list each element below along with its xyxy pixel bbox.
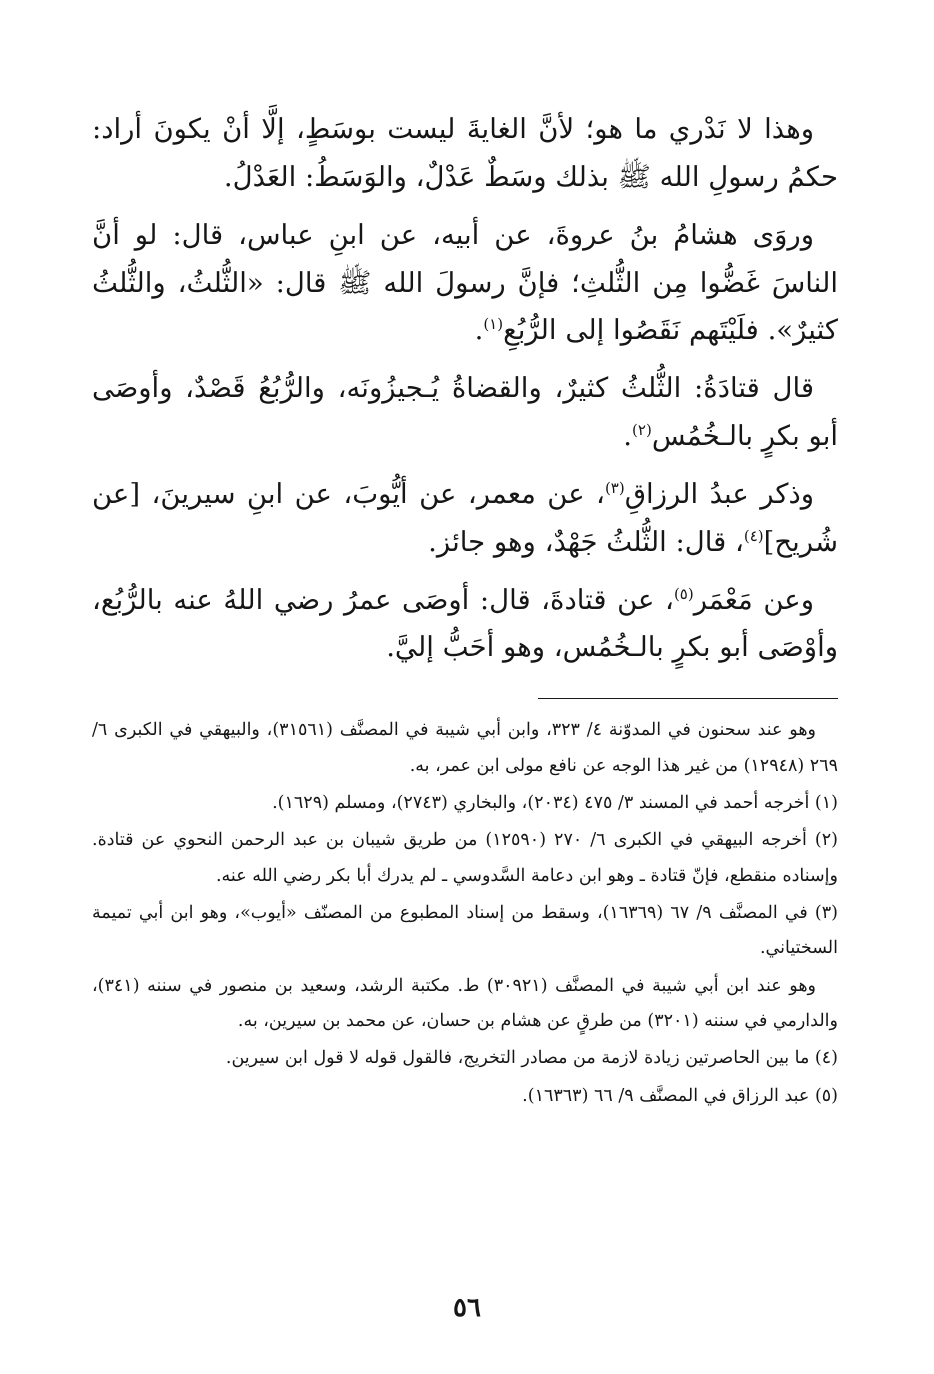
footnote-3-continuation: وهو عند ابن أبي شيبة في المصنَّف (٣٠٩٢١) ط. مكتبة الرشد، وسعيد بن منصور في سننه (٣٤١)، والدارمي في سننه (٣٢٠١) من طرقٍ عن هشام بن حسان، عن محمد بن سيرين، به. — [92, 975, 838, 1032]
main-text — [92, 106, 838, 672]
paragraph-text: وروَى هشامُ بنُ عروةَ، عن أبيه، عن ابنِ عباس، قال: لو أنَّ الناسَ غَضُّوا مِن الثُّلثِ؛ فإنَّ رسولَ الله ﷺ قال: «الثُّلثُ، والثُّلثُ كثيرٌ». فلَيْتَهم نَقَصُوا إلى الرُّبُعِ — [92, 218, 838, 347]
paragraph-tail: ، قال: الثُّلثُ جَهْدٌ، وهو جائز. — [428, 525, 744, 558]
paragraph-4 — [92, 471, 838, 567]
paragraph-tail: ، عن قتادةَ، قال: أوصَى عمرُ رضي اللهُ عنه بالرُّبُع، وأوْصَى أبو بكرٍ بالـخُمُس، وهو أحَبُّ إليَّ. — [92, 583, 838, 664]
page-content — [92, 106, 838, 1116]
footnote-3: (٣) في المصنَّف ٩/ ٦٧ (١٦٣٦٩)، وسقط من إسناد المطبوع من المصنّف «أيوب»، وهو ابن أبي تميمة السختياني. — [92, 903, 838, 959]
paragraph-3 — [92, 365, 838, 461]
footnote-1: (١) أخرجه أحمد في المسند ٣/ ٤٧٥ (٢٠٣٤)، والبخاري (٢٧٤٣)، ومسلم (١٦٢٩). — [272, 792, 838, 813]
footnote-4: (٤) ما بين الحاصرتين زيادة لازمة من مصادر التخريج، فالقول قوله لا قول ابن سيرين. — [225, 1048, 838, 1069]
paragraph-tail: . — [474, 314, 484, 347]
paragraph-text: وذكر عبدُ الرزاقِ — [624, 477, 814, 510]
footnote-ref-5[interactable]: (٥) — [673, 584, 694, 603]
footnote-divider — [538, 698, 838, 699]
paragraph-5 — [92, 577, 838, 673]
footnote-5: (٥) عبد الرزاق في المصنَّف ٩/ ٦٦ (١٦٣٦٣). — [522, 1085, 838, 1106]
footnote-ref-4[interactable]: (٤) — [743, 526, 764, 545]
paragraph-tail: . — [623, 420, 633, 453]
paragraph-2 — [92, 212, 838, 356]
footnote-ref-3[interactable]: (٣) — [604, 478, 625, 497]
paragraph-text: وهذا لا نَدْري ما هو؛ لأنَّ الغايةَ ليست بوسَطٍ، إلَّا أنْ يكونَ أراد: حكمُ رسولِ الله ﷺ بذلك وسَطٌ عَدْلٌ، والوَسَطُ: العَدْلُ. — [92, 113, 838, 193]
footnote-ref-2[interactable]: (٢) — [632, 420, 652, 439]
footnote-continuation: وهو عند سحنون في المدوّنة ٤/ ٣٢٣، وابن أبي شيبة في المصنَّف (٣١٥٦١)، والبيهقي في الكبرى ٦/ ٢٦٩ (١٢٩٤٨) من غير هذا الوجه عن نافع مولى ابن عمر، به. — [92, 720, 838, 776]
footnote-2: (٢) أخرجه البيهقي في الكبرى ٦/ ٢٧٠ (١٢٥٩٠) من طريق شيبان بن عبد الرحمن النحوي عن قتادة. وإسناده منقطع، فإنّ قتادة ـ وهو ابن دعامة السَّدوسي ـ لم يدرك أبا بكر رضي الله عنه. — [92, 830, 838, 886]
paragraph-text: وعن مَعْمَر — [693, 583, 814, 616]
footnotes — [92, 713, 838, 1114]
page-number: ٥٦ — [453, 1293, 481, 1323]
paragraph-text: ، عن معمر، عن أيُّوبَ، عن ابنِ سيرينَ، [عن شُريح] — [92, 477, 838, 558]
footnote-ref-1[interactable]: (١) — [483, 315, 504, 334]
paragraph-text: قال قتادَةُ: الثُّلثُ كثيرٌ، والقضاةُ يُـجيزُونَه، والرُّبُعُ قَصْدٌ، وأوصَى أبو بكرٍ بالـخُمُس — [92, 372, 838, 453]
paragraph-1 — [92, 106, 838, 202]
